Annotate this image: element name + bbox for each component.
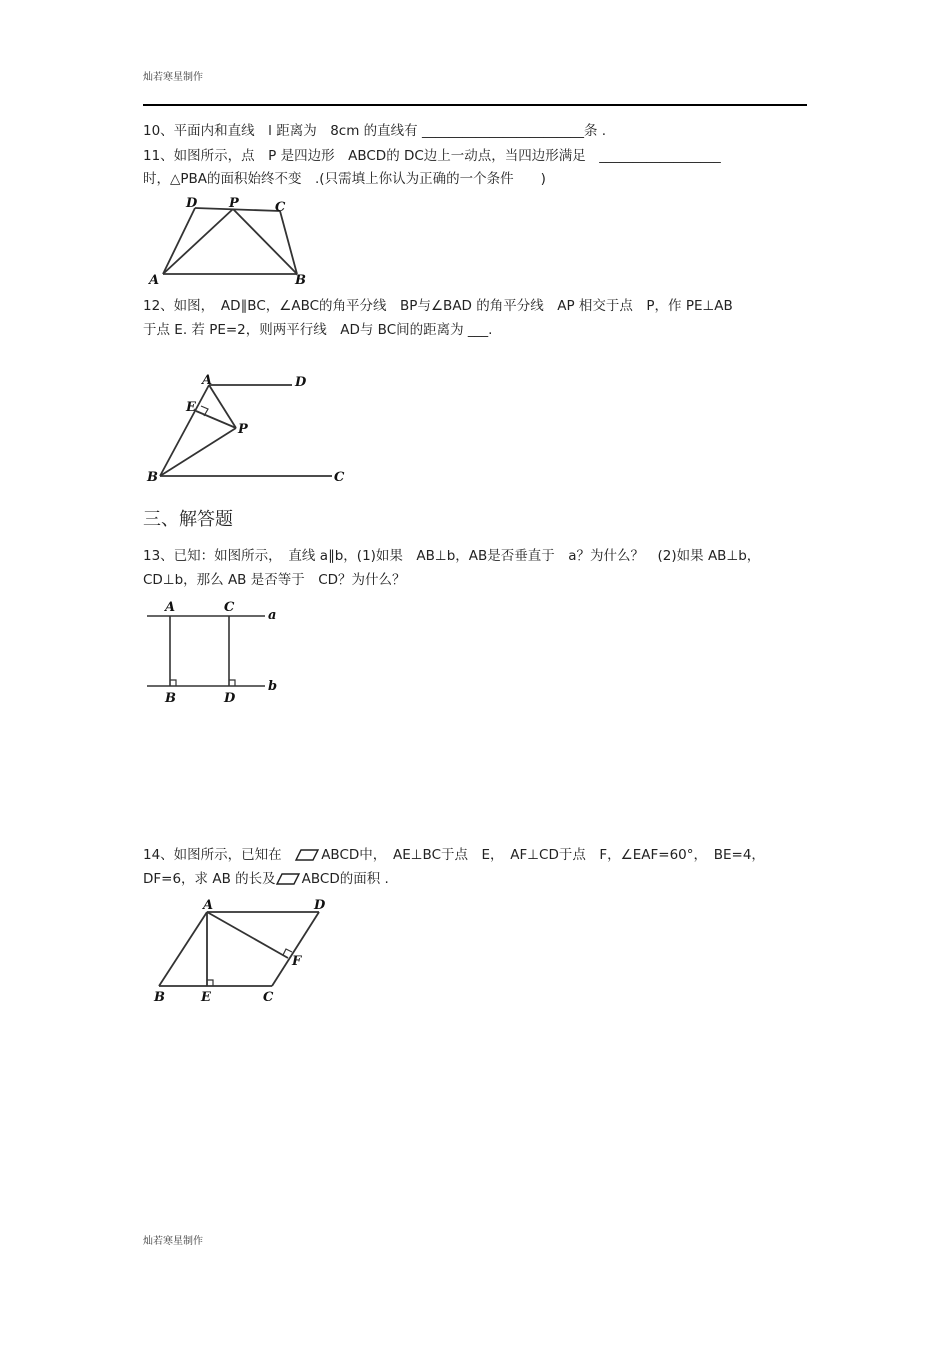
fig13-label-B: B xyxy=(165,691,176,706)
fig13-label-b: b xyxy=(268,679,278,694)
fig11-label-C: C xyxy=(275,200,286,215)
fig12-label-P: P xyxy=(238,422,248,437)
fig11-label-D: D xyxy=(186,196,198,211)
figure-q13-parallel-lines xyxy=(145,598,285,708)
question-14-line2-b: ABCD的面积 . xyxy=(301,871,389,887)
question-14-line1-b: ABCD中， AE⊥BC于点 E， AF⊥CD于点 F，∠EAF=60°， BE=4， xyxy=(321,847,765,863)
fig13-label-C: C xyxy=(224,600,235,615)
fig11-label-P: P xyxy=(229,196,239,211)
fig11-label-A: A xyxy=(149,273,160,288)
footer-watermark: 灿若寒星制作 xyxy=(143,1236,203,1247)
question-14-line1-a: 14、如图所示，已知在 xyxy=(143,847,296,863)
question-13-line1: 13、已知：如图所示， 直线 a∥b，(1)如果 AB⊥b，AB是否垂直于 a？为什么？ (2)如果 AB⊥b， xyxy=(143,548,761,564)
fig11-label-B: B xyxy=(295,273,306,288)
question-11-line2: 时，△PBA的面积始终不变 .(只需填上你认为正确的一个条件 ) xyxy=(143,171,546,187)
fig14-label-B: B xyxy=(154,990,165,1005)
fig12-label-E: E xyxy=(186,400,196,415)
header-watermark: 灿若寒星制作 xyxy=(143,72,203,83)
figure-q14-parallelogram xyxy=(145,895,345,1010)
fig12-label-A: A xyxy=(202,373,213,388)
figure-q11-trapezoid xyxy=(145,195,320,290)
header-rule xyxy=(143,104,807,106)
section-title: 三、解答题 xyxy=(143,509,233,530)
fig12-label-B: B xyxy=(147,470,158,485)
fig12-label-C: C xyxy=(334,470,345,485)
fig14-label-A: A xyxy=(203,898,214,913)
figure-q12-angle-bisectors xyxy=(145,370,355,485)
question-10: 10、平面内和直线 l 距离为 8cm 的直线有 ________________________条 . xyxy=(143,123,607,139)
fig14-label-D: D xyxy=(314,898,326,913)
question-12-line1: 12、如图， AD∥BC，∠ABC的角平分线 BP与∠BAD 的角平分线 AP 相交于点 P，作 PE⊥AB xyxy=(143,298,733,314)
fig14-label-E: E xyxy=(201,990,211,1005)
fig12-label-D: D xyxy=(295,375,307,390)
question-11-line1: 11、如图所示，点 P 是四边形 ABCD的 DC边上一动点，当四边形满足 __________________ xyxy=(143,148,721,164)
question-14-line2-a: DF=6，求 AB 的长及 xyxy=(143,871,276,887)
question-14-line2 xyxy=(143,870,389,888)
parallelogram-icon xyxy=(276,873,300,885)
fig14-label-F: F xyxy=(292,954,302,969)
question-13-line2: CD⊥b，那么 AB 是否等于 CD？为什么？ xyxy=(143,572,406,588)
fig13-label-A: A xyxy=(165,600,176,615)
question-14-line1 xyxy=(143,846,765,864)
fig14-label-C: C xyxy=(263,990,274,1005)
fig13-label-a: a xyxy=(268,608,277,623)
fig13-label-D: D xyxy=(224,691,236,706)
parallelogram-icon xyxy=(295,849,319,861)
question-12-line2: 于点 E. 若 PE=2，则两平行线 AD与 BC间的距离为 ___. xyxy=(143,322,493,338)
